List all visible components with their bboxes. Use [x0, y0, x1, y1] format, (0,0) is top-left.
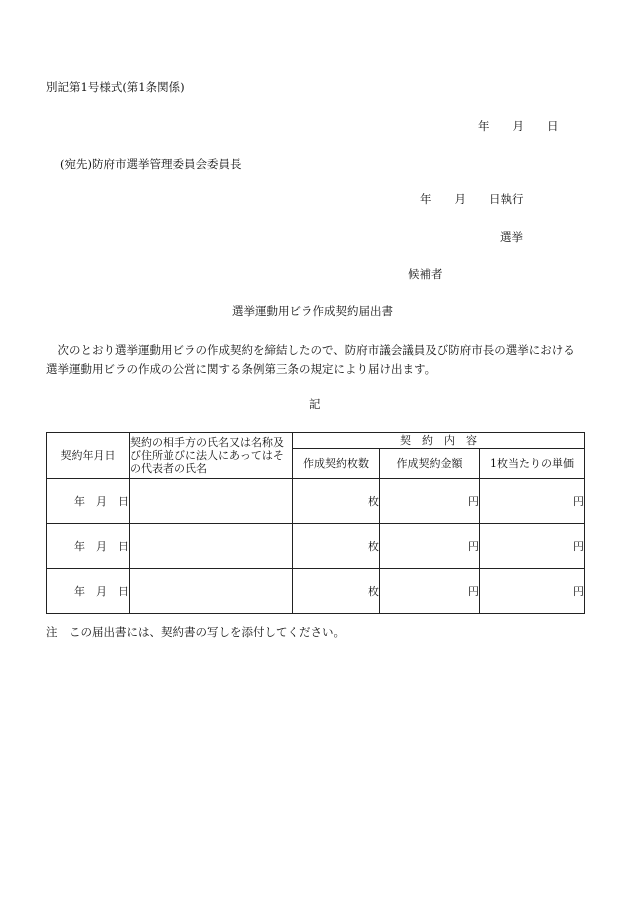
candidate-label: 候補者	[408, 267, 443, 281]
row-price-unit: 円	[480, 479, 585, 524]
table-header-row	[47, 433, 585, 449]
header-contract-contents: 契 約 内 容	[293, 433, 585, 449]
header-sheet-count: 作成契約枚数	[293, 449, 380, 479]
header-contract-party: 契約の相手方の氏名又は名称及び住所並びに法人にあってはその代表者の氏名	[130, 433, 293, 479]
row-amount-unit: 円	[380, 569, 480, 614]
election-date: 年 月 日執行	[420, 192, 524, 206]
election-label: 選挙	[500, 230, 523, 244]
document-title: 選挙運動用ビラ作成契約届出書	[232, 304, 393, 318]
header-contract-amount: 作成契約金額	[380, 449, 480, 479]
header-contract-date: 契約年月日	[47, 433, 130, 479]
ki-heading: 記	[309, 397, 321, 411]
row-party-cell	[130, 524, 293, 569]
row-price-unit: 円	[480, 569, 585, 614]
submission-date: 年 月 日	[478, 119, 559, 133]
contract-table	[46, 432, 585, 614]
row-date: 年 月 日	[47, 524, 130, 569]
table-row	[47, 479, 585, 524]
row-date: 年 月 日	[47, 569, 130, 614]
table-row	[47, 524, 585, 569]
header-unit-price: 1枚当たりの単価	[480, 449, 585, 479]
footnote: 注 この届出書には、契約書の写しを添付してください。	[46, 625, 345, 639]
row-date: 年 月 日	[47, 479, 130, 524]
row-amount-unit: 円	[380, 524, 480, 569]
row-amount-unit: 円	[380, 479, 480, 524]
row-party-cell	[130, 479, 293, 524]
row-count-unit: 枚	[293, 524, 380, 569]
row-count-unit: 枚	[293, 479, 380, 524]
form-reference: 別記第1号様式(第1条関係)	[46, 80, 185, 94]
addressee: (宛先)防府市選挙管理委員会委員長	[60, 157, 242, 171]
row-price-unit: 円	[480, 524, 585, 569]
row-count-unit: 枚	[293, 569, 380, 614]
row-party-cell	[130, 569, 293, 614]
table-row	[47, 569, 585, 614]
body-paragraph: 次のとおり選挙運動用ビラの作成契約を締結したので、防府市議会議員及び防府市長の選挙における選挙運動用ビラの作成の公営に関する条例第三条の規定により届け出ます。	[46, 343, 575, 376]
